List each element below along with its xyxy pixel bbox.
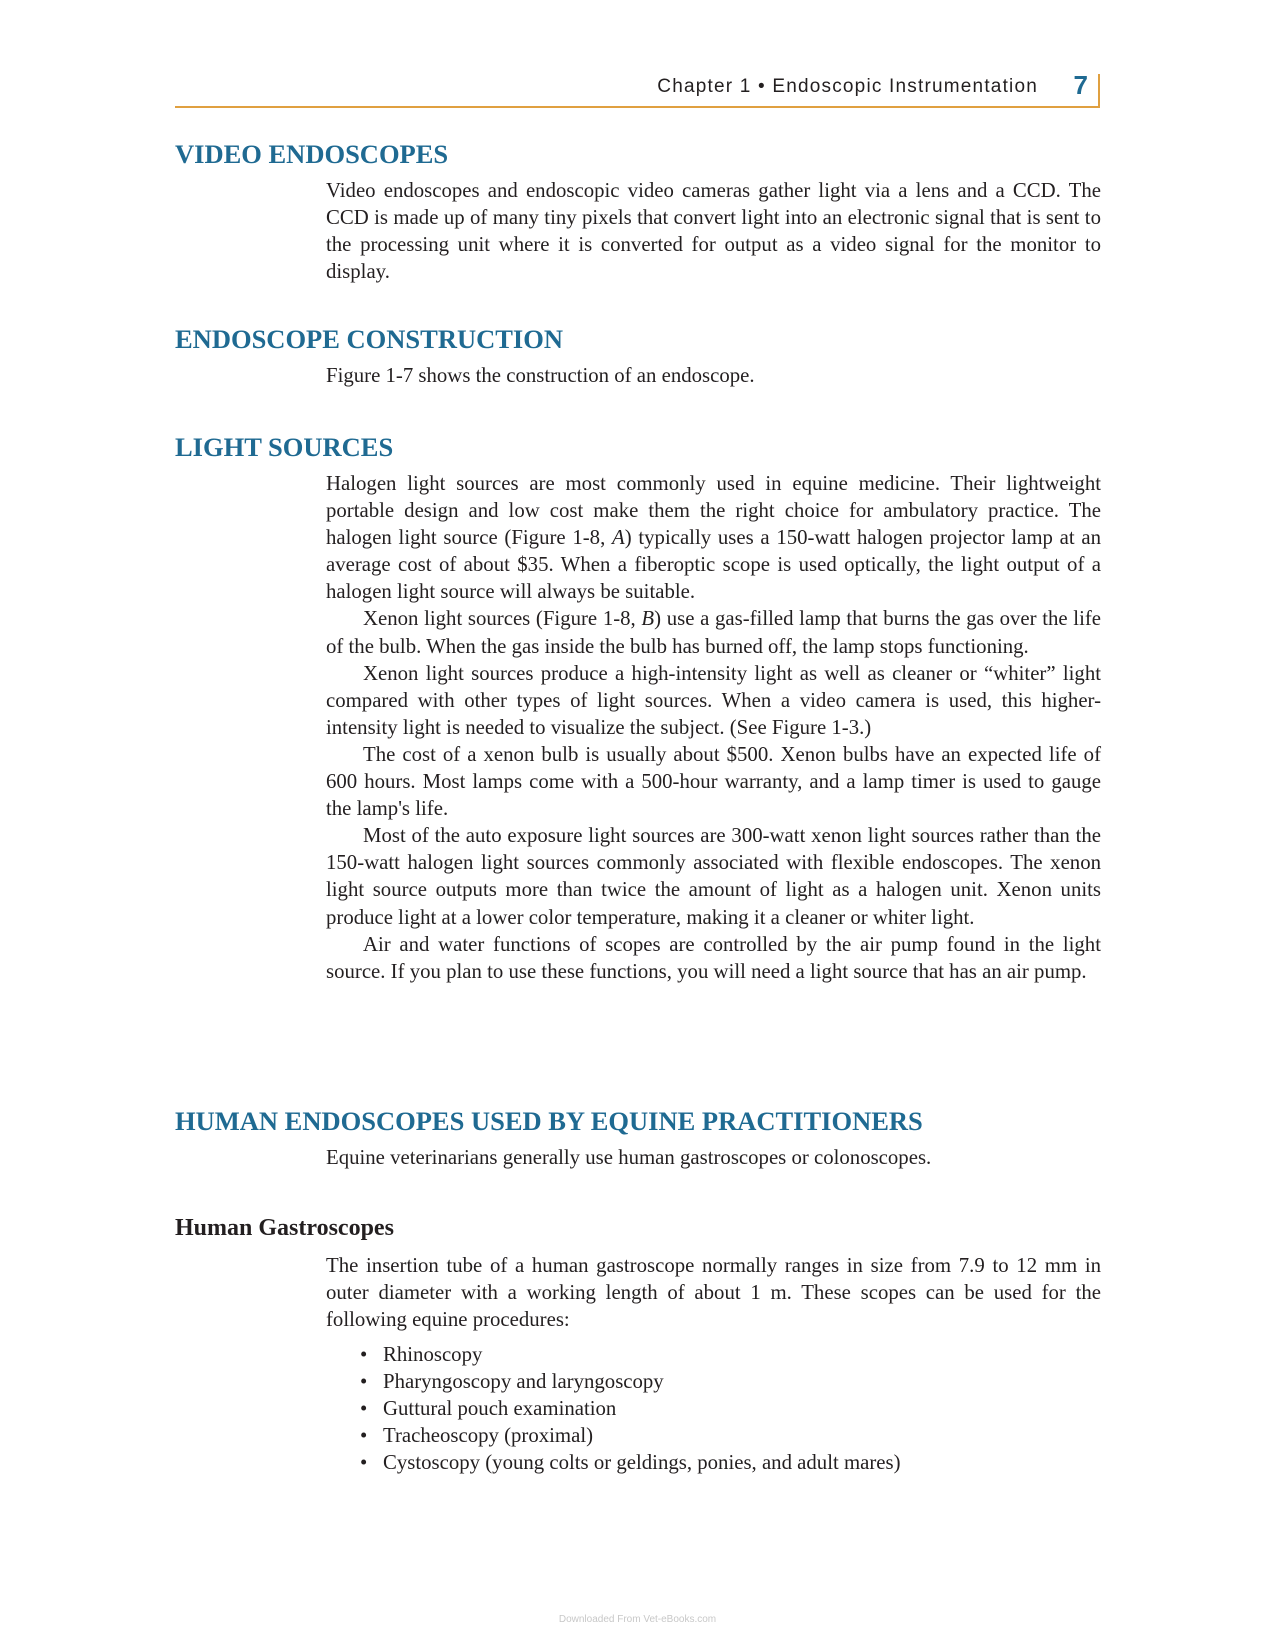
header-rule-vertical: [1098, 74, 1100, 108]
heading-human-endoscopes: HUMAN ENDOSCOPES USED BY EQUINE PRACTITIONERS: [175, 1106, 923, 1136]
page-number: 7: [1073, 70, 1088, 100]
bullet-icon: •: [360, 1343, 368, 1366]
paragraph: Video endoscopes and endoscopic video cameras gather light via a lens and a CCD. The CCD is made up of many tiny pixels that convert light into an electronic signal that is sent to the processing unit where it is converted for output as a video signal for the monitor to display.: [326, 179, 1101, 284]
list-item: • Guttural pouch examination: [360, 1395, 901, 1422]
list-item: • Pharyngoscopy and laryngoscopy: [360, 1368, 901, 1395]
running-head: [175, 66, 1100, 108]
section-gastro-body: [326, 1252, 1101, 1333]
paragraph: Figure 1-7 shows the construction of an endoscope.: [326, 364, 755, 387]
section-construction-body: [326, 362, 1101, 389]
paragraph: Equine veterinarians generally use human gastroscopes or colonoscopes.: [326, 1146, 932, 1169]
list-item: • Rhinoscopy: [360, 1341, 901, 1368]
running-title: Chapter 1 • Endoscopic Instrumentation: [657, 76, 1038, 97]
paragraph: Most of the auto exposure light sources are 300-watt xenon light sources rather than the 150-watt halogen light sources commonly associated with flexible endoscopes. The xenon light source outputs more than twice the amount of light as a halogen unit. Xenon units produce light at a lower color temperature, making it a cleaner or whiter light.: [326, 824, 1101, 929]
paragraph: Halogen light sources are most commonly used in equine medicine. Their lightweight portable design and low cost make them the right choice for ambulatory practice. The halogen light source (Figure 1-8, A) typically uses a 150-watt halogen projector lamp at an average cost of about $35. When a fiberoptic scope is used optically, the light output of a halogen light source will always be suitable.: [326, 472, 1101, 604]
paragraph: The cost of a xenon bulb is usually about $500. Xenon bulbs have an expected life of 600 hours. Most lamps come with a 500-hour warranty, and a lamp timer is used to gauge the lamp's life.: [326, 742, 1101, 821]
bullet-icon: •: [360, 1397, 368, 1421]
bullet-icon: •: [360, 1451, 368, 1475]
paragraph: Xenon light sources (Figure 1-8, B) use a gas-filled lamp that burns the gas over the life of the bulb. When the gas inside the bulb has burned off, the lamp stops functioning.: [326, 607, 1101, 658]
heading-light-sources: LIGHT SOURCES: [175, 432, 394, 462]
section-video-body: [326, 177, 1101, 285]
section-light-body: [326, 470, 1101, 985]
procedure-list: [360, 1341, 901, 1476]
list-item: • Tracheoscopy (proximal): [360, 1422, 901, 1449]
paragraph: Air and water functions of scopes are controlled by the air pump found in the light source. If you plan to use these functions, you will need a light source that has an air pump.: [326, 932, 1101, 983]
bullet-icon: •: [360, 1370, 368, 1394]
download-watermark: Downloaded From Vet-eBooks.com: [558, 1614, 717, 1625]
heading-video-endoscopes: VIDEO ENDOSCOPES: [175, 139, 449, 169]
paragraph: The insertion tube of a human gastroscope normally ranges in size from 7.9 to 12 mm in outer diameter with a working length of about 1 m. These scopes can be used for the following equine procedures:: [326, 1254, 1101, 1332]
bullet-icon: •: [360, 1424, 368, 1448]
list-item: • Cystoscopy (young colts or geldings, ponies, and adult mares): [360, 1449, 901, 1476]
section-human-body: [326, 1144, 1101, 1171]
heading-human-gastroscopes: Human Gastroscopes: [175, 1215, 394, 1241]
paragraph: Xenon light sources produce a high-intensity light as well as cleaner or “whiter” light compared with other types of light sources. When a video camera is used, this higher-intensity light is needed to visualize the subject. (See Figure 1-3.): [326, 661, 1101, 739]
heading-endoscope-construction: ENDOSCOPE CONSTRUCTION: [175, 324, 563, 354]
